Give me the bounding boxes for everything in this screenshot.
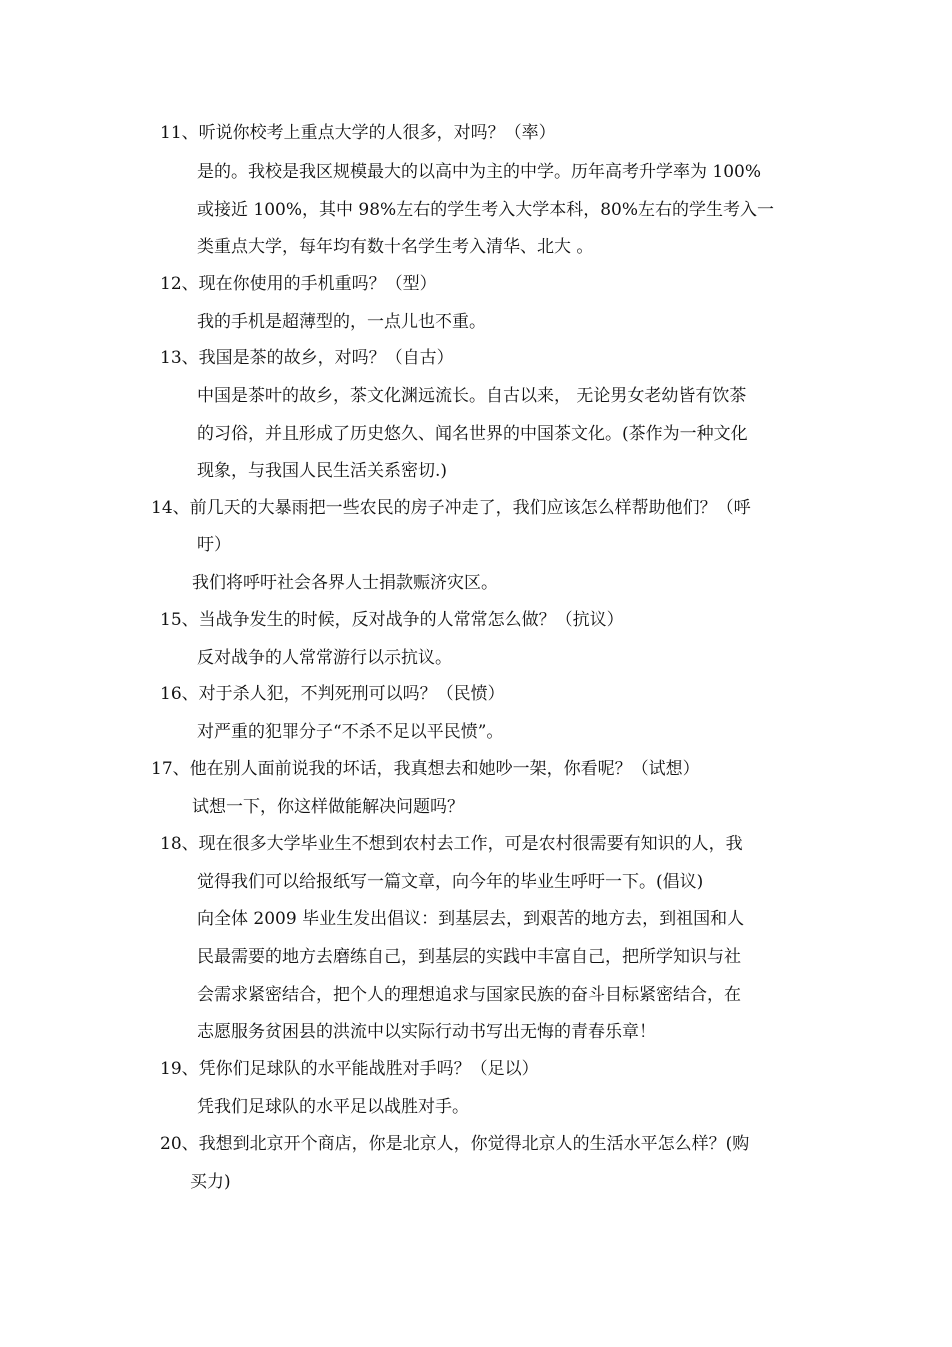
question-20-line-1: 20、我想到北京开个商店，你是北京人，你觉得北京人的生活水平怎么样？(购	[160, 1134, 750, 1154]
question-20-line-2: 买力)	[190, 1172, 231, 1192]
question-11: 11、听说你校考上重点大学的人很多，对吗？（率）	[160, 123, 556, 143]
question-18-line-2: 觉得我们可以给报纸写一篇文章，向今年的毕业生呼吁一下。(倡议)	[197, 872, 704, 892]
question-14-line-1: 14、前几天的大暴雨把一些农民的房子冲走了，我们应该怎么样帮助他们？（呼	[151, 498, 751, 518]
answer-14: 我们将呼吁社会各界人士捐款赈济灾区。	[192, 573, 498, 593]
answer-11-line-2: 或接近 100%，其中 98%左右的学生考入大学本科，80%左右的学生考入一	[197, 200, 774, 220]
question-13: 13、我国是茶的故乡，对吗？（自古）	[160, 348, 454, 368]
answer-11-line-1: 是的。我校是我区规模最大的以高中为主的中学。历年高考升学率为 100%	[197, 162, 762, 182]
question-12: 12、现在你使用的手机重吗？（型）	[160, 274, 437, 294]
answer-11-line-3: 类重点大学，每年均有数十名学生考入清华、北大 。	[197, 237, 594, 257]
answer-18-line-1: 向全体 2009 毕业生发出倡议：到基层去，到艰苦的地方去，到祖国和人	[197, 909, 745, 929]
question-18-line-1: 18、现在很多大学毕业生不想到农村去工作，可是农村很需要有知识的人，我	[160, 834, 743, 854]
answer-18-line-2: 民最需要的地方去磨练自己，到基层的实践中丰富自己，把所学知识与社	[197, 947, 741, 967]
question-19: 19、凭你们足球队的水平能战胜对手吗？（足以）	[160, 1059, 539, 1079]
answer-12: 我的手机是超薄型的，一点儿也不重。	[197, 312, 486, 332]
answer-15: 反对战争的人常常游行以示抗议。	[197, 648, 452, 668]
answer-16: 对严重的犯罪分子“不杀不足以平民愤”。	[197, 722, 504, 742]
answer-13-line-3: 现象，与我国人民生活关系密切.)	[197, 461, 448, 481]
answer-13-line-2: 的习俗，并且形成了历史悠久、闻名世界的中国茶文化。(茶作为一种文化	[197, 424, 748, 444]
question-14-line-2: 吁）	[197, 535, 231, 555]
question-16: 16、对于杀人犯，不判死刑可以吗？（民愤）	[160, 684, 505, 704]
answer-17: 试想一下，你这样做能解决问题吗？	[192, 797, 464, 817]
answer-18-line-3: 会需求紧密结合，把个人的理想追求与国家民族的奋斗目标紧密结合，在	[197, 985, 741, 1005]
answer-18-line-4: 志愿服务贫困县的洪流中以实际行动书写出无悔的青春乐章！	[197, 1022, 656, 1042]
answer-13-line-1: 中国是茶叶的故乡，茶文化渊远流长。自古以来， 无论男女老幼皆有饮茶	[197, 386, 747, 406]
question-15: 15、当战争发生的时候，反对战争的人常常怎么做？（抗议）	[160, 610, 624, 630]
answer-19: 凭我们足球队的水平足以战胜对手。	[197, 1097, 469, 1117]
question-17: 17、他在别人面前说我的坏话，我真想去和她吵一架，你看呢？（试想）	[151, 759, 700, 779]
